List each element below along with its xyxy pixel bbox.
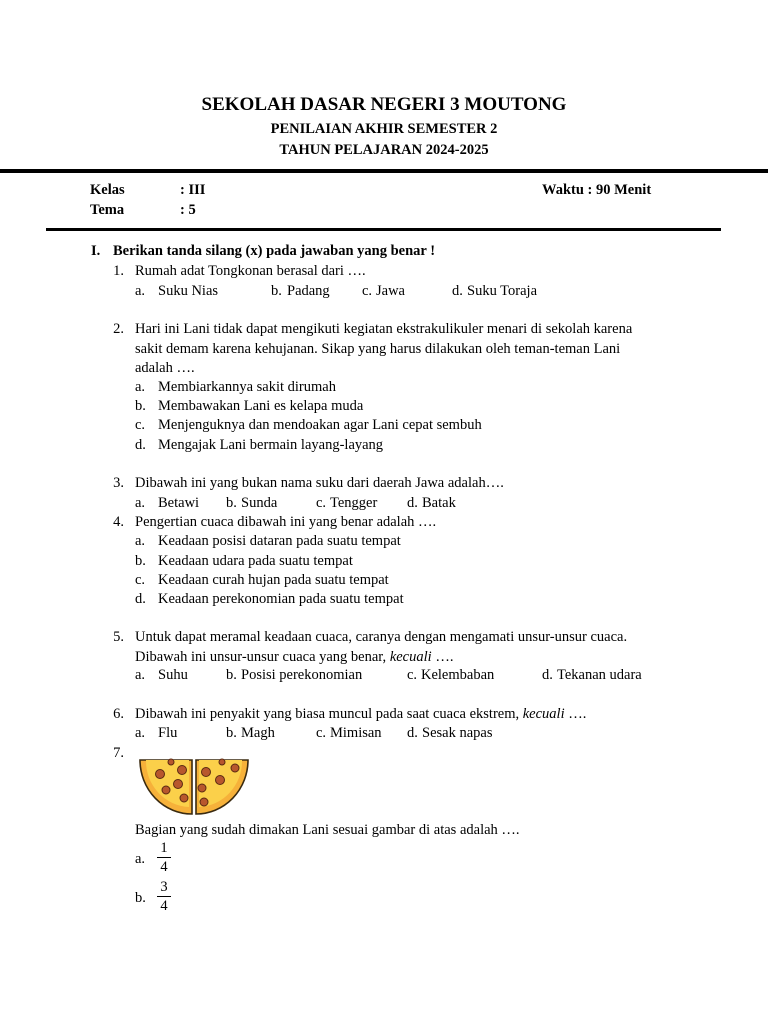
option-text: Keadaan posisi dataran pada suatu tempat bbox=[158, 533, 401, 549]
question-text-line bbox=[135, 705, 586, 723]
option-text: Jawa bbox=[376, 283, 405, 299]
option-letter: b. bbox=[135, 553, 146, 569]
option-letter: a. bbox=[135, 667, 146, 683]
pepperoni bbox=[198, 784, 206, 792]
option-text: Tengger bbox=[330, 495, 378, 511]
pizza-half-image bbox=[138, 758, 250, 816]
option-text: Keadaan udara pada suatu tempat bbox=[158, 553, 353, 569]
tema-value: : 5 bbox=[180, 202, 196, 218]
section-instruction: Berikan tanda silang (x) pada jawaban yang benar ! bbox=[113, 243, 436, 259]
exam-title: PENILAIAN AKHIR SEMESTER 2 bbox=[270, 121, 498, 137]
ellipsis-text: …. bbox=[431, 649, 454, 665]
section-numeral: I. bbox=[91, 243, 101, 259]
option-letter: a. bbox=[135, 283, 146, 299]
pepperoni bbox=[178, 766, 187, 775]
option-letter: a. bbox=[135, 495, 146, 511]
question-text: Untuk dapat meramal keadaan cuaca, caranya dengan mengamati unsur-unsur cuaca. bbox=[135, 629, 628, 645]
option-text: Batak bbox=[422, 495, 456, 511]
option-text: Sunda bbox=[241, 495, 278, 511]
question-text: Dibawah ini penyakit yang biasa muncul pada saat cuaca ekstrem, bbox=[135, 706, 523, 722]
pepperoni bbox=[174, 780, 183, 789]
option-letter: b. bbox=[226, 667, 237, 683]
kelas-value: : III bbox=[180, 182, 206, 198]
pepperoni bbox=[231, 764, 239, 772]
option-letter: a. bbox=[135, 725, 146, 741]
option-letter: b. bbox=[271, 283, 282, 299]
header-divider bbox=[0, 169, 768, 173]
option-text: Flu bbox=[158, 725, 178, 741]
fraction-one-quarter bbox=[157, 840, 171, 875]
option-letter: d. bbox=[407, 725, 418, 741]
option-text: Posisi perekonomian bbox=[241, 667, 363, 683]
option-text: Menjenguknya dan mendoakan agar Lani cepat sembuh bbox=[158, 417, 482, 433]
option-letter: c. bbox=[316, 725, 327, 741]
question-text: Dibawah ini unsur-unsur cuaca yang benar, bbox=[135, 649, 390, 665]
question-number: 2. bbox=[113, 321, 124, 337]
emphasis-text: kecuali bbox=[389, 649, 432, 665]
pepperoni bbox=[219, 759, 225, 765]
option-text: Membiarkannya sakit dirumah bbox=[158, 379, 336, 395]
option-text: Suku Nias bbox=[158, 283, 219, 299]
option-letter: a. bbox=[135, 379, 146, 395]
fraction-numerator: 3 bbox=[160, 879, 168, 895]
option-letter: d. bbox=[135, 437, 146, 453]
emphasis-text: kecuali bbox=[522, 706, 565, 722]
academic-year: TAHUN PELAJARAN 2024-2025 bbox=[279, 142, 489, 158]
option-text: Membawakan Lani es kelapa muda bbox=[158, 398, 364, 414]
pepperoni bbox=[216, 776, 225, 785]
option-letter: c. bbox=[407, 667, 418, 683]
question-number: 1. bbox=[113, 263, 124, 279]
pepperoni bbox=[156, 770, 165, 779]
question-text: adalah …. bbox=[135, 360, 195, 376]
pepperoni bbox=[202, 768, 211, 777]
pepperoni bbox=[180, 794, 188, 802]
option-text: Kelembaban bbox=[421, 667, 495, 683]
option-text: Mengajak Lani bermain layang-layang bbox=[158, 437, 384, 453]
info-divider bbox=[46, 228, 721, 231]
kelas-label: Kelas bbox=[90, 182, 125, 198]
question-text: Dibawah ini yang bukan nama suku dari daerah Jawa adalah…. bbox=[135, 475, 504, 491]
fraction-denominator: 4 bbox=[160, 859, 168, 875]
option-text: Tekanan udara bbox=[557, 667, 642, 683]
question-text: sakit demam karena kehujanan. Sikap yang harus dilakukan oleh teman-teman Lani bbox=[135, 341, 621, 357]
question-number: 4. bbox=[113, 514, 124, 530]
option-letter: b. bbox=[226, 725, 237, 741]
option-letter: c. bbox=[362, 283, 373, 299]
ellipsis-text: …. bbox=[564, 706, 587, 722]
option-text: Padang bbox=[287, 283, 330, 299]
question-number: 7. bbox=[113, 745, 124, 761]
tema-label: Tema bbox=[90, 202, 125, 218]
option-text: Suku Toraja bbox=[467, 283, 538, 299]
option-letter: a. bbox=[135, 533, 146, 549]
option-text: Magh bbox=[241, 725, 275, 741]
option-letter: d. bbox=[135, 591, 146, 607]
question-text-line bbox=[135, 648, 453, 666]
option-letter: c. bbox=[316, 495, 327, 511]
school-name: SEKOLAH DASAR NEGERI 3 MOUTONG bbox=[201, 94, 567, 115]
option-text: Keadaan perekonomian pada suatu tempat bbox=[158, 591, 404, 607]
fraction-numerator: 1 bbox=[160, 840, 168, 856]
option-letter: c. bbox=[135, 417, 146, 433]
option-letter: d. bbox=[452, 283, 463, 299]
option-text: Mimisan bbox=[330, 725, 382, 741]
pepperoni bbox=[162, 786, 170, 794]
question-text: Hari ini Lani tidak dapat mengikuti kegiatan ekstrakulikuler menari di sekolah karena bbox=[135, 321, 633, 337]
question-number: 5. bbox=[113, 629, 124, 645]
option-letter: c. bbox=[135, 572, 146, 588]
question-text: Bagian yang sudah dimakan Lani sesuai gambar di atas adalah …. bbox=[135, 822, 520, 838]
question-number: 6. bbox=[113, 706, 124, 722]
option-text: Sesak napas bbox=[422, 725, 493, 741]
option-letter: b. bbox=[135, 890, 146, 906]
option-letter: d. bbox=[542, 667, 553, 683]
question-text: Pengertian cuaca dibawah ini yang benar adalah …. bbox=[135, 514, 437, 530]
fraction-three-quarters bbox=[157, 879, 171, 914]
fraction-denominator: 4 bbox=[160, 898, 168, 914]
waktu-text: Waktu : 90 Menit bbox=[542, 182, 652, 198]
option-letter: a. bbox=[135, 851, 146, 867]
option-letter: b. bbox=[226, 495, 237, 511]
option-letter: d. bbox=[407, 495, 418, 511]
fraction-bar bbox=[157, 896, 171, 897]
question-text: Rumah adat Tongkonan berasal dari …. bbox=[135, 263, 366, 279]
option-text: Betawi bbox=[158, 495, 200, 511]
pepperoni bbox=[200, 798, 208, 806]
option-text: Suhu bbox=[158, 667, 188, 683]
question-number: 3. bbox=[113, 475, 124, 491]
fraction-bar bbox=[157, 857, 171, 858]
pepperoni bbox=[168, 759, 174, 765]
option-letter: b. bbox=[135, 398, 146, 414]
option-text: Keadaan curah hujan pada suatu tempat bbox=[158, 572, 389, 588]
